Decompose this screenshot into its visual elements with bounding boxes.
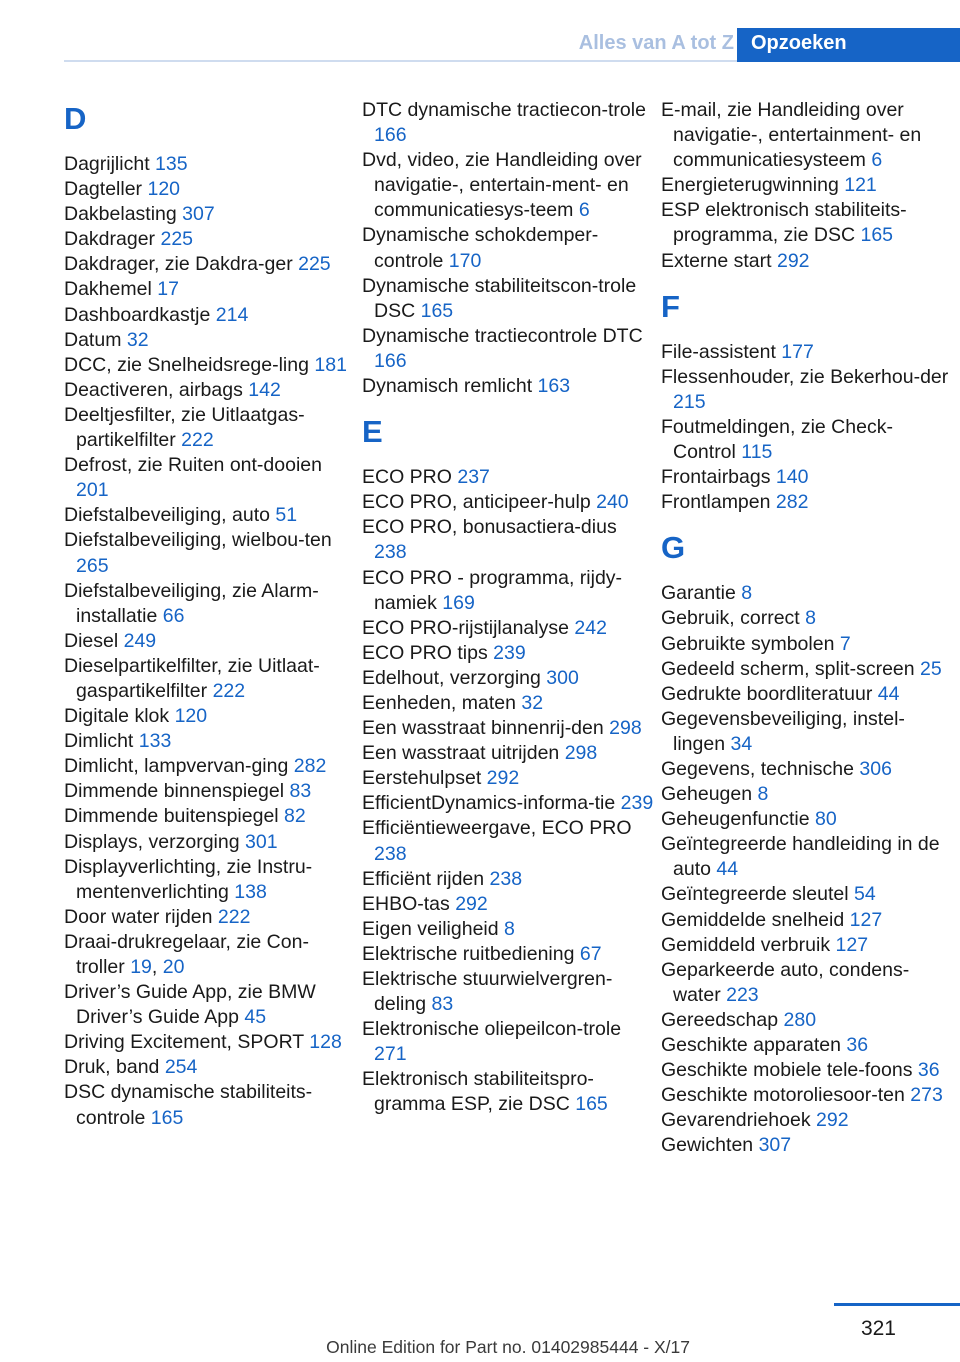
page-reference-link[interactable]: 249 [123,629,157,652]
page-reference-link[interactable]: 292 [776,249,810,272]
footer-rule [834,1303,960,1306]
entry-term: Dynamische tractiecontrole DTC [362,324,643,347]
index-entry [362,942,654,967]
entry-term: Deeltjesfilter, zie Uitlaatgas-partikelfilter [64,403,305,452]
index-entry [362,816,654,866]
entry-term: ESP elektronisch stabiliteits-programma, zie DSC [661,199,907,247]
header-rule [64,60,737,62]
entry-term: Dynamische stabiliteitscon-trole DSC [362,274,637,322]
index-entry [64,453,356,503]
page-reference-link[interactable]: 165 [575,1093,608,1116]
entry-term: Dvd, video, zie Handleiding over navigatie-, entertain-ment- en communicatiesys-teem [362,149,642,222]
page-reference-link[interactable]: 51 [275,504,298,527]
entry-term: Dieselpartikelfilter, zie Uitlaat-gaspartikelfilter [64,654,320,702]
page-reference-link[interactable]: 242 [574,616,607,639]
page-reference-link[interactable]: 215 [673,390,706,413]
page-reference-link[interactable]: 271 [374,1043,407,1066]
entry-term: Frontairbags [661,466,771,489]
index-entry [362,741,654,766]
page-reference-link[interactable]: 133 [138,730,172,753]
entry-term: Dimmende binnenspiegel [64,780,285,803]
page-reference-link[interactable]: 45 [244,1006,267,1029]
page-reference-link[interactable]: 177 [781,340,814,363]
entry-term: Een wasstraat uitrijden [362,742,560,765]
entry-term: Gereedschap [661,1008,779,1031]
entry-term: Gemiddelde snelheid [661,908,845,931]
page-reference-link[interactable]: 44 [716,858,739,881]
entry-term: Dagteller [64,178,143,201]
page-reference-link[interactable]: 121 [844,174,877,197]
entry-term: Driver’s Guide App, zie BMW Driver’s Guide App [64,981,316,1029]
entry-term: Displays, verzorging [64,830,240,853]
page-reference-link[interactable]: 238 [374,842,407,865]
entry-term: Elektronisch stabiliteitspro-gramma ESP, zie DSC [362,1068,594,1116]
page-reference-link[interactable]: 20 [162,956,185,978]
page-reference-link[interactable]: 166 [374,124,407,147]
entry-term: Geschikte motoroliesoor-ten [661,1084,905,1107]
entry-term: Datum [64,328,122,351]
index-entry [362,515,654,565]
entry-term: Edelhout, verzorging [362,666,541,689]
index-entry [661,581,953,606]
entry-term: Elektronische oliepeilcon-trole [362,1018,622,1041]
entry-term: Dimlicht [64,730,134,753]
index-entry [661,682,953,707]
page-reference-link[interactable]: 34 [730,732,753,755]
index-entry [64,277,356,302]
page-reference-link[interactable]: 83 [289,780,312,803]
index-entry [661,1108,953,1133]
page-reference-link[interactable]: 225 [160,228,194,251]
page-reference-link[interactable]: 80 [814,808,837,831]
index-entry [362,641,654,666]
page-reference-link[interactable]: 273 [910,1084,943,1107]
page-reference-link[interactable]: 165 [150,1106,184,1129]
entry-term: ECO PRO, anticipeer-hulp [362,491,591,514]
index-entry [64,378,356,403]
page-reference-link[interactable]: 44 [877,682,900,705]
index-entry [64,754,356,779]
entry-term: Efficiënt rijden [362,867,485,890]
page-reference-link[interactable]: 280 [783,1008,817,1031]
page-reference-link[interactable]: 8 [741,582,753,605]
page-reference-link[interactable]: 32 [521,691,544,714]
entry-term: Gevarendriehoek [661,1109,811,1132]
index-entry [661,249,953,274]
entry-term: ECO PRO - programma, rijdy-namiek [362,566,623,614]
entry-term: Elektrische ruitbediening [362,942,575,965]
index-column-3 [661,98,953,1158]
page-reference-link[interactable]: 223 [726,983,759,1006]
index-entry [64,152,356,177]
entry-term: Geheugen [661,783,753,806]
page-reference-link[interactable]: 163 [537,375,571,398]
index-entry [661,832,953,882]
entry-term: Gewichten [661,1134,754,1157]
page-reference-link[interactable]: 17 [157,278,179,301]
index-entry [362,766,654,791]
entry-term: Geïntegreerde sleutel [661,883,849,906]
page-reference-link[interactable]: 307 [182,203,215,226]
entry-term: Door water rijden [64,905,213,928]
index-entry [661,1133,953,1158]
index-entry [64,830,356,855]
page-reference-link[interactable]: 54 [853,883,876,906]
index-entry [661,98,953,173]
index-entry [362,892,654,917]
index-entry [64,503,356,528]
edition-note: Online Edition for Part no. 01402985444 - X/17 [326,1337,690,1357]
index-entry [362,1017,654,1067]
section-letter: E [362,414,383,450]
entry-term: Gebruikte symbolen [661,632,835,655]
page-reference-link[interactable]: 25 [920,657,942,680]
page-reference-link[interactable]: 66 [162,604,185,627]
index-entry [64,654,356,704]
index-entry [64,980,356,1030]
entry-term: ECO PRO [362,466,452,489]
index-entry [64,328,356,353]
entry-term: Geïntegreerde handleiding in de auto [661,833,940,881]
entry-term: Dakdrager [64,228,156,251]
page-reference-link[interactable]: 201 [76,479,109,502]
page-reference-link[interactable]: 239 [493,641,526,664]
index-entry [362,867,654,892]
index-entry [64,804,356,829]
entry-term: Gegevensbeveiliging, instel-lingen [661,707,905,755]
entry-term: Diefstalbeveiliging, zie Alarm-installatie [64,579,319,627]
entry-term: Geschikte apparaten [661,1034,841,1056]
index-entry [661,908,953,933]
index-entry [661,757,953,782]
section-letter: D [64,101,87,136]
page-reference-link[interactable]: 8 [504,917,515,940]
index-entry [661,198,953,248]
page-reference-link[interactable]: 166 [374,349,407,372]
index-entry [64,353,356,378]
index-entry [362,148,654,223]
index-entry [661,415,953,465]
index-entry [64,729,356,754]
page-reference-link[interactable]: 120 [147,178,181,201]
index-entry [661,1058,953,1083]
index-entry [661,340,953,365]
page-reference-link[interactable]: 307 [758,1134,792,1157]
entry-term: Frontlampen [661,491,771,514]
page-reference-link[interactable]: 36 [917,1059,940,1082]
page-reference-link[interactable]: 306 [859,757,892,780]
index-entry [362,98,654,148]
page-reference-link[interactable]: 32 [126,328,149,351]
entry-term: Diesel [64,629,119,652]
entry-term: Druk, band [64,1056,160,1079]
entry-term: Driving Excitement, SPORT [64,1031,304,1054]
entry-term: Geparkeerde auto, condens-water [661,958,910,1006]
index-entry [362,666,654,691]
entry-term: Eerstehulpset [362,767,482,790]
index-entry [661,632,953,657]
index-entry [661,365,953,415]
index-entry [362,791,654,816]
index-entry [362,374,654,399]
page-reference-link[interactable]: 127 [849,908,883,931]
index-entry [661,465,953,490]
entry-term: Gedrukte boordliteratuur [661,682,873,705]
index-entry [661,606,953,631]
page-reference-link[interactable]: 142 [248,378,281,401]
index-entry [64,177,356,202]
entry-term: EfficientDynamics-informa-tie [362,792,616,815]
entry-term: Draai-drukregelaar, zie Con-troller [64,930,309,978]
section-letter: G [661,530,686,566]
entry-term: Dakbelasting [64,203,177,226]
entry-term: Externe start [661,249,772,272]
entry-term: Foutmeldingen, zie Check-Control [661,415,893,464]
entry-term: DTC dynamische tractiecon-trole [362,99,646,121]
index-entry [64,528,356,578]
page-reference-link[interactable]: 282 [293,755,327,778]
entry-term: Gegevens, technische [661,757,854,780]
page-reference-link[interactable]: 170 [448,249,482,272]
page-reference-link[interactable]: 165 [860,224,894,247]
active-tab[interactable]: Opzoeken [737,28,960,62]
page-reference-link[interactable]: 169 [442,591,475,614]
page-number: 321 [860,1317,896,1340]
page-reference-link[interactable]: 301 [245,830,278,853]
page-reference-link[interactable]: 214 [215,303,249,326]
page-reference-link[interactable]: 240 [596,491,629,514]
entry-term: Dynamische schokdemper-controle [362,224,599,272]
section-letter: F [661,288,680,324]
page-reference-link[interactable]: 135 [155,153,188,175]
page-reference-link[interactable]: 138 [234,880,267,903]
index-entry [64,1055,356,1080]
page-reference-link[interactable]: 254 [164,1056,198,1079]
entry-term: Gedeeld scherm, split-screen [661,657,915,680]
index-entry [661,807,953,832]
index-entry [661,1008,953,1033]
entry-term: Efficiëntieweergave, ECO PRO [362,817,632,840]
entry-term: Dimlicht, lampvervan-ging [64,755,289,778]
page-reference-link[interactable]: 128 [309,1031,342,1054]
index-entry [661,882,953,907]
page-reference-link[interactable]: 222 [212,679,246,702]
index-column-2 [362,98,654,1118]
index-entry [362,691,654,716]
index-entry [64,1030,356,1055]
index-entry [64,303,356,328]
page-reference-link[interactable]: 19 [130,956,152,978]
page-reference-link[interactable]: 83 [431,993,454,1016]
entry-term: Displayverlichting, zie Instru-mentenverlichting [64,855,313,903]
index-entry [362,1067,654,1117]
page-reference-link[interactable]: 115 [741,441,773,464]
index-entry [661,958,953,1008]
index-entry [661,490,953,515]
page-reference-link[interactable]: 222 [217,905,251,928]
entry-term: Gebruik, correct [661,607,800,630]
page-reference-link[interactable]: 237 [457,466,490,489]
page-reference-link[interactable]: 225 [298,253,331,276]
entry-term: Dagrijlicht [64,153,150,175]
page-reference-link[interactable]: 6 [871,149,883,172]
entry-term: Digitale klok [64,705,170,728]
page-reference-link[interactable]: 298 [609,717,642,740]
page-reference-link[interactable]: 298 [564,742,598,765]
page-reference-link[interactable]: 222 [181,429,214,452]
page-reference-link[interactable]: 7 [839,632,851,655]
index-entry [661,1083,953,1108]
index-entry [64,629,356,654]
section-tab[interactable]: Alles van A tot Z [578,32,734,54]
index-entry [661,707,953,757]
index-column-1 [64,98,356,1131]
entry-term: Diefstalbeveiliging, auto [64,504,270,527]
page-reference-link[interactable]: 36 [846,1034,869,1056]
index-entry [64,252,356,277]
index-entry [661,657,953,682]
page-reference-link[interactable]: 300 [546,666,579,689]
index-entry [362,223,654,273]
page-reference-link[interactable]: 127 [835,933,869,956]
entry-term: Dakdrager, zie Dakdra-ger [64,253,293,276]
index-entry [362,616,654,641]
index-entry [64,905,356,930]
index-entry [362,967,654,1017]
entry-term: Elektrische stuurwielvergren-deling [362,968,613,1016]
entry-term: Deactiveren, airbags [64,378,243,401]
entry-term: Flessenhouder, zie Bekerhou-der [661,365,949,388]
page-reference-link[interactable]: 8 [805,607,816,630]
page-reference-link[interactable]: 238 [489,867,523,890]
entry-term: Dynamisch remlicht [362,375,533,398]
index-entry [362,324,654,374]
index-entry [362,465,654,490]
entry-term: ECO PRO, bonusactiera-dius [362,516,617,539]
entry-term: Defrost, zie Ruiten ont-dooien [64,454,322,477]
page-reference-link[interactable]: 292 [486,767,520,790]
index-entry [64,403,356,453]
page-reference-link[interactable]: 239 [620,792,654,815]
index-entry [64,202,356,227]
entry-term: ECO PRO tips [362,641,488,664]
page-reference-link[interactable]: 292 [816,1109,849,1132]
index-entry [362,274,654,324]
index-entry [64,704,356,729]
entry-term: Dimmende buitenspiegel [64,805,279,828]
index-entry: Draai-drukregelaar, zie Con-troller 19, 20 [64,930,309,978]
index-entry [362,490,654,515]
index-entry [362,716,654,741]
page-reference-link[interactable]: 82 [284,805,306,828]
index-entry [661,782,953,807]
entry-term: Diefstalbeveiliging, wielbou-ten [64,529,332,552]
entry-term: Energieterugwinning [661,174,839,197]
index-entry [64,855,356,905]
page-reference-link[interactable]: 120 [174,705,208,728]
index-entry [362,566,654,616]
index-entry [64,227,356,252]
entry-term: Eigen veiligheid [362,917,499,940]
page-reference-link[interactable]: 165 [420,299,454,322]
index-entry [661,173,953,198]
page-reference-link[interactable]: 140 [775,466,809,489]
page-reference-link[interactable]: 292 [455,892,488,915]
index-entry [64,779,356,804]
entry-term: DCC, zie Snelheidsrege-ling [64,353,309,376]
index-entry [661,1033,953,1058]
entry-term: Dakhemel [64,278,152,301]
page-reference-link[interactable]: 238 [374,541,407,564]
entry-term: Eenheden, maten [362,691,516,714]
entry-term: Garantie [661,582,736,605]
entry-term: File-assistent [661,340,776,363]
index-entry [362,917,654,942]
entry-term: DSC dynamische stabiliteits-controle [64,1081,313,1129]
page-reference-link[interactable]: 282 [775,491,809,514]
page-reference-link[interactable]: 67 [579,942,602,965]
entry-term: Geheugenfunctie [661,808,810,831]
entry-term: Geschikte mobiele tele-foons [661,1059,913,1082]
page-reference-link[interactable]: 8 [757,783,769,806]
entry-term: Een wasstraat binnenrij-den [362,717,604,740]
index-entry [64,1080,356,1130]
page-header [0,0,960,62]
entry-term: ECO PRO-rijstijlanalyse [362,616,569,639]
entry-term: EHBO-tas [362,892,450,915]
entry-term: E-mail, zie Handleiding over navigatie-, entertainment- en communicatiesysteem [661,99,922,172]
entry-term: Dashboardkastje [64,303,211,326]
entry-term: Gemiddeld verbruik [661,933,831,956]
index-entry [64,579,356,629]
index-entry [661,933,953,958]
page-reference-link[interactable]: 181 [314,353,347,376]
page-reference-link[interactable]: 265 [76,554,109,577]
page-reference-link[interactable]: 6 [578,199,590,222]
